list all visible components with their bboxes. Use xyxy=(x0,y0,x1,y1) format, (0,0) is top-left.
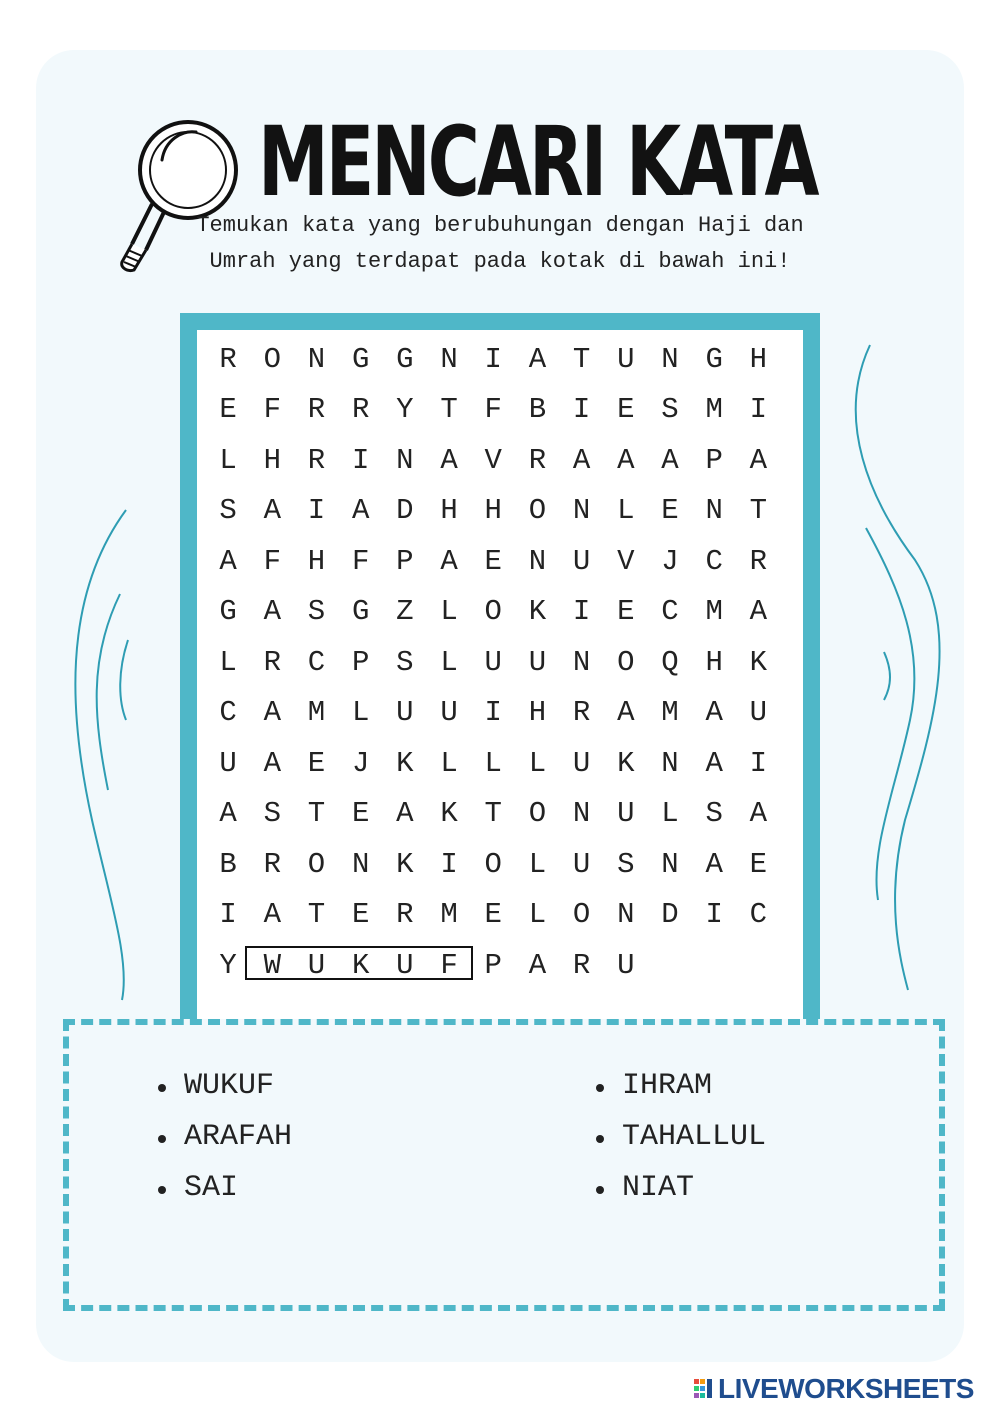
grid-letter[interactable]: H xyxy=(705,645,723,679)
word-item: NIAT xyxy=(594,1163,766,1214)
grid-letter[interactable]: O xyxy=(528,797,547,831)
grid-letter[interactable]: M xyxy=(661,696,679,730)
grid-letter[interactable]: L xyxy=(528,847,547,881)
grid-letter[interactable]: U xyxy=(572,544,591,578)
grid-letter[interactable]: K xyxy=(617,746,635,780)
grid-letter[interactable]: N xyxy=(661,746,679,780)
grid-letter[interactable]: R xyxy=(572,696,591,730)
grid-letter[interactable]: B xyxy=(219,847,237,881)
grid-letter[interactable]: S xyxy=(263,797,281,831)
grid-letter[interactable]: L xyxy=(219,443,237,477)
grid-letter[interactable]: U xyxy=(617,948,635,982)
grid-letter[interactable]: A xyxy=(572,443,591,477)
grid-letter[interactable]: N xyxy=(440,342,458,376)
grid-letter[interactable]: H xyxy=(528,696,547,730)
grid-letter[interactable]: L xyxy=(440,595,458,629)
grid-letter[interactable]: R xyxy=(351,393,370,427)
grid-letter[interactable]: S xyxy=(396,645,414,679)
grid-letter[interactable]: D xyxy=(661,898,679,932)
grid-letter[interactable]: E xyxy=(749,847,768,881)
grid-row xyxy=(206,587,786,638)
grid-letter[interactable]: L xyxy=(219,645,237,679)
grid-row xyxy=(206,486,786,537)
grid-letter[interactable]: A xyxy=(617,443,635,477)
grid-letter[interactable]: P xyxy=(484,948,502,982)
grid-letter[interactable]: I xyxy=(572,393,591,427)
grid-letter[interactable]: E xyxy=(661,494,679,528)
grid-letter[interactable]: Q xyxy=(661,645,679,679)
grid-row xyxy=(206,435,786,486)
grid-letter[interactable]: M xyxy=(705,393,723,427)
grid-letter[interactable]: I xyxy=(440,847,458,881)
grid-letter[interactable]: K xyxy=(351,948,370,982)
grid-letter[interactable]: A xyxy=(263,595,281,629)
grid-letter[interactable]: N xyxy=(705,494,723,528)
grid-letter[interactable]: B xyxy=(528,393,547,427)
grid-letter[interactable]: I xyxy=(572,595,591,629)
grid-letter[interactable]: I xyxy=(307,494,326,528)
grid-letter[interactable]: A xyxy=(617,696,635,730)
grid-letter[interactable]: A xyxy=(749,443,768,477)
grid-letter[interactable]: P xyxy=(705,443,723,477)
grid-letter[interactable]: L xyxy=(351,696,370,730)
grid-letter[interactable]: A xyxy=(749,595,768,629)
grid-letter[interactable]: N xyxy=(661,847,679,881)
grid-letter[interactable]: O xyxy=(528,494,547,528)
grid-letter[interactable]: V xyxy=(617,544,635,578)
grid-letter[interactable]: L xyxy=(440,645,458,679)
grid-letter[interactable]: N xyxy=(572,797,591,831)
grid-letter[interactable]: H xyxy=(307,544,326,578)
word-item: IHRAM xyxy=(594,1061,766,1112)
grid-letter[interactable]: U xyxy=(219,746,237,780)
grid-letter[interactable]: S xyxy=(705,797,723,831)
grid-row xyxy=(206,688,786,739)
grid-letter[interactable]: A xyxy=(661,443,679,477)
grid-letter[interactable]: P xyxy=(396,544,414,578)
grid-letter[interactable]: A xyxy=(528,342,547,376)
grid-letter[interactable]: U xyxy=(572,746,591,780)
grid-letter[interactable]: K xyxy=(528,595,547,629)
grid-row xyxy=(206,839,786,890)
grid-letter[interactable]: S xyxy=(617,847,635,881)
grid-letter[interactable]: I xyxy=(749,393,768,427)
grid-letter[interactable]: O xyxy=(617,645,635,679)
grid-row xyxy=(206,738,786,789)
grid-letter[interactable]: A xyxy=(440,544,458,578)
grid-letter[interactable]: K xyxy=(440,797,458,831)
grid-letter[interactable]: E xyxy=(484,898,502,932)
grid-row xyxy=(206,789,786,840)
grid-letter[interactable]: U xyxy=(396,948,414,982)
grid-letter[interactable]: N xyxy=(572,645,591,679)
grid-letter[interactable]: R xyxy=(263,645,281,679)
grid-letter[interactable]: H xyxy=(440,494,458,528)
grid-letter[interactable]: S xyxy=(307,595,326,629)
grid-letter[interactable]: S xyxy=(219,494,237,528)
grid-letter[interactable]: L xyxy=(528,898,547,932)
grid-letter[interactable]: O xyxy=(484,847,502,881)
grid-letter[interactable]: R xyxy=(749,544,768,578)
letter-grid[interactable] xyxy=(206,334,786,991)
grid-letter[interactable]: C xyxy=(749,898,768,932)
grid-letter[interactable]: E xyxy=(484,544,502,578)
liveworksheets-mark-icon xyxy=(694,1377,714,1401)
grid-letter[interactable]: R xyxy=(307,443,326,477)
grid-row xyxy=(206,385,786,436)
grid-row xyxy=(206,334,786,385)
grid-letter[interactable]: G xyxy=(705,342,723,376)
grid-letter[interactable]: I xyxy=(749,746,768,780)
grid-letter[interactable]: A xyxy=(396,797,414,831)
grid-letter[interactable]: C xyxy=(705,544,723,578)
grid-letter[interactable]: G xyxy=(351,595,370,629)
grid-letter[interactable]: A xyxy=(219,797,237,831)
grid-letter[interactable]: T xyxy=(440,393,458,427)
grid-letter[interactable]: U xyxy=(307,948,326,982)
grid-letter[interactable]: A xyxy=(440,443,458,477)
grid-letter[interactable]: G xyxy=(396,342,414,376)
grid-letter[interactable]: N xyxy=(617,898,635,932)
grid-letter[interactable]: H xyxy=(484,494,502,528)
grid-letter[interactable]: O xyxy=(307,847,326,881)
grid-letter[interactable]: O xyxy=(263,342,281,376)
grid-letter[interactable]: Y xyxy=(396,393,414,427)
grid-letter[interactable]: F xyxy=(263,393,281,427)
page-title: MENCARI KATA xyxy=(258,106,817,218)
grid-letter[interactable]: O xyxy=(484,595,502,629)
grid-letter[interactable]: U xyxy=(572,847,591,881)
grid-letter[interactable]: F xyxy=(440,948,458,982)
grid-letter[interactable]: E xyxy=(351,898,370,932)
grid-letter[interactable]: Z xyxy=(396,595,414,629)
grid-letter[interactable]: R xyxy=(263,847,281,881)
found-word-highlight xyxy=(245,946,473,980)
grid-letter[interactable]: R xyxy=(396,898,414,932)
grid-letter[interactable]: A xyxy=(705,847,723,881)
instruction-text: Temukan kata yang berubuhungan dengan Haji dan Umrah yang terdapat pada kotak di bawah ini! xyxy=(196,213,804,274)
grid-letter[interactable]: R xyxy=(219,342,237,376)
grid-letter[interactable]: H xyxy=(749,342,768,376)
grid-letter[interactable]: I xyxy=(351,443,370,477)
grid-row xyxy=(206,536,786,587)
grid-letter[interactable]: E xyxy=(617,595,635,629)
word-item: TAHALLUL xyxy=(594,1112,766,1163)
grid-letter[interactable]: T xyxy=(749,494,768,528)
grid-row xyxy=(206,890,786,941)
grid-letter[interactable]: G xyxy=(219,595,237,629)
grid-letter[interactable]: A xyxy=(749,797,768,831)
grid-letter[interactable]: I xyxy=(219,898,237,932)
grid-letter[interactable]: U xyxy=(440,696,458,730)
grid-letter[interactable]: N xyxy=(396,443,414,477)
grid-letter[interactable]: R xyxy=(528,443,547,477)
liveworksheets-logo[interactable] xyxy=(694,1374,974,1404)
grid-letter[interactable]: U xyxy=(528,645,547,679)
grid-letter[interactable]: U xyxy=(617,797,635,831)
grid-letter[interactable]: U xyxy=(396,696,414,730)
grid-letter[interactable]: W xyxy=(263,948,281,982)
grid-letter[interactable]: N xyxy=(661,342,679,376)
grid-letter[interactable]: I xyxy=(484,696,502,730)
word-item: ARAFAH xyxy=(156,1112,292,1163)
brand-name: LIVEWORKSHEETS xyxy=(718,1373,974,1404)
grid-letter[interactable]: K xyxy=(396,746,414,780)
grid-letter[interactable]: F xyxy=(263,544,281,578)
grid-letter[interactable]: M xyxy=(440,898,458,932)
grid-letter[interactable]: J xyxy=(661,544,679,578)
grid-letter[interactable]: C xyxy=(219,696,237,730)
grid-letter[interactable]: L xyxy=(484,746,502,780)
grid-letter[interactable]: I xyxy=(705,898,723,932)
grid-letter[interactable]: A xyxy=(263,898,281,932)
grid-letter[interactable]: O xyxy=(572,898,591,932)
grid-letter[interactable]: T xyxy=(484,797,502,831)
grid-letter[interactable]: E xyxy=(351,797,370,831)
grid-letter[interactable]: A xyxy=(263,494,281,528)
grid-letter[interactable]: M xyxy=(307,696,326,730)
grid-letter[interactable]: L xyxy=(528,746,547,780)
word-list-left xyxy=(156,1061,292,1214)
grid-letter[interactable]: U xyxy=(484,645,502,679)
grid-letter[interactable]: A xyxy=(528,948,547,982)
grid-letter[interactable]: H xyxy=(263,443,281,477)
grid-letter[interactable]: E xyxy=(219,393,237,427)
grid-letter[interactable]: V xyxy=(484,443,502,477)
grid-letter[interactable]: U xyxy=(617,342,635,376)
grid-letter[interactable]: G xyxy=(351,342,370,376)
grid-letter[interactable]: L xyxy=(661,797,679,831)
word-item: WUKUF xyxy=(156,1061,292,1112)
grid-letter[interactable]: E xyxy=(307,746,326,780)
grid-letter[interactable]: L xyxy=(617,494,635,528)
grid-letter[interactable]: T xyxy=(572,342,591,376)
grid-letter[interactable]: I xyxy=(484,342,502,376)
grid-letter[interactable]: A xyxy=(351,494,370,528)
grid-letter[interactable]: K xyxy=(749,645,768,679)
word-item: SAI xyxy=(156,1163,292,1214)
word-list-right xyxy=(594,1061,766,1214)
grid-letter[interactable]: T xyxy=(307,898,326,932)
grid-letter[interactable]: A xyxy=(263,696,281,730)
grid-letter[interactable]: T xyxy=(307,797,326,831)
grid-letter[interactable]: F xyxy=(351,544,370,578)
grid-letter[interactable]: N xyxy=(351,847,370,881)
grid-letter[interactable]: M xyxy=(705,595,723,629)
grid-row xyxy=(206,637,786,688)
grid-letter[interactable]: A xyxy=(219,544,237,578)
grid-letter[interactable]: F xyxy=(484,393,502,427)
grid-letter[interactable]: N xyxy=(572,494,591,528)
grid-letter[interactable]: N xyxy=(528,544,547,578)
grid-letter[interactable]: A xyxy=(705,696,723,730)
grid-letter[interactable]: Y xyxy=(219,948,237,982)
grid-letter[interactable]: C xyxy=(307,645,326,679)
grid-letter[interactable]: L xyxy=(440,746,458,780)
grid-letter[interactable]: P xyxy=(351,645,370,679)
grid-letter[interactable]: A xyxy=(263,746,281,780)
grid-letter[interactable]: E xyxy=(617,393,635,427)
grid-letter[interactable]: R xyxy=(307,393,326,427)
grid-letter[interactable]: C xyxy=(661,595,679,629)
grid-letter[interactable]: S xyxy=(661,393,679,427)
grid-letter[interactable]: U xyxy=(749,696,768,730)
grid-letter[interactable]: K xyxy=(396,847,414,881)
grid-letter[interactable]: R xyxy=(572,948,591,982)
grid-letter[interactable]: N xyxy=(307,342,326,376)
grid-letter[interactable]: D xyxy=(396,494,414,528)
grid-letter[interactable]: J xyxy=(351,746,370,780)
grid-letter[interactable]: A xyxy=(705,746,723,780)
